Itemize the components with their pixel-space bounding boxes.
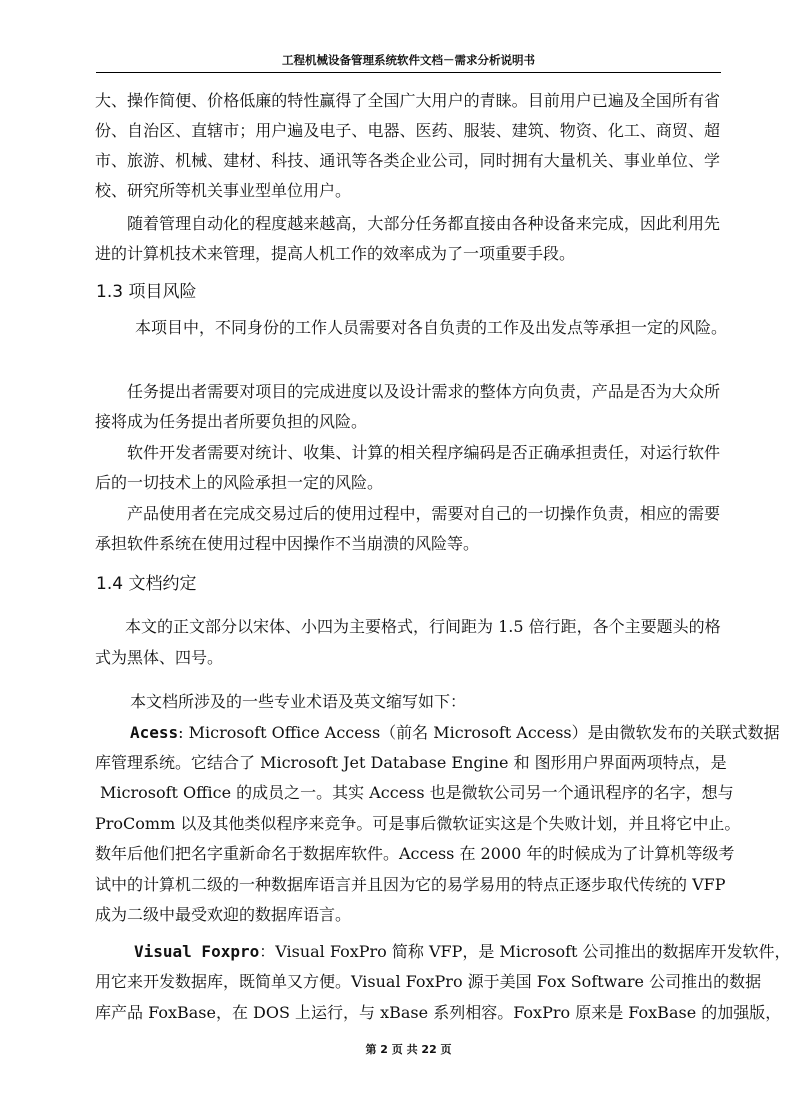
body-line: 用它来开发数据库，既简单又方便。Visual FoxPro 源于美国 Fox Software 公司推出的数据 bbox=[95, 972, 762, 991]
body-line: 承担软件系统在使用过程中因操作不当崩溃的风险等。 bbox=[95, 534, 480, 553]
term-line-access bbox=[130, 722, 780, 744]
body-line: 大、操作简便、价格低廉的特性赢得了全国广大用户的青睐。目前用户已遍及全国所有省 bbox=[95, 91, 720, 110]
body-line: 试中的计算机二级的一种数据库语言并且因为它的易学易用的特点正逐步取代传统的 VFP bbox=[95, 875, 726, 894]
section-heading-1-3: 1.3 项目风险 bbox=[96, 282, 197, 302]
body-line: 库管理系统。它结合了 Microsoft Jet Database Engine 和 图形用户界面两项特点，是 bbox=[95, 753, 727, 772]
body-line: 任务提出者需要对项目的完成进度以及设计需求的整体方向负责，产品是否为大众所 bbox=[127, 382, 720, 401]
body-line: 进的计算机技术来管理，提高人机工作的效率成为了一项重要手段。 bbox=[95, 244, 576, 263]
body-line: 后的一切技术上的风险承担一定的风险。 bbox=[95, 473, 384, 492]
body-line: ProComm 以及其他类似程序来竞争。可是事后微软证实这是个失败计划，并且将它中止。 bbox=[95, 814, 741, 833]
body-line: 成为二级中最受欢迎的数据库语言。 bbox=[95, 905, 352, 924]
term-line-vfp bbox=[134, 941, 791, 963]
page-header: 工程机械设备管理系统软件文档－需求分析说明书 bbox=[282, 53, 535, 67]
body-line: 本文的正文部分以宋体、小四为主要格式，行间距为 1.5 倍行距，各个主要题头的格 bbox=[125, 617, 721, 636]
body-line: 产品使用者在完成交易过后的使用过程中，需要对自己的一切操作负责，相应的需要 bbox=[127, 504, 720, 523]
body-line: 校、研究所等机关事业型单位用户。 bbox=[95, 181, 352, 200]
body-line: 数年后他们把名字重新命名于数据库软件。Access 在 2000 年的时候成为了计算机等级考 bbox=[95, 844, 735, 863]
term-vfp: Visual Foxpro bbox=[134, 942, 260, 961]
body-line: 市、旅游、机械、建材、科技、通讯等各类企业公司，同时拥有大量机关、事业单位、学 bbox=[95, 151, 720, 170]
page-footer: 第 2 页 共 22 页 bbox=[365, 1043, 452, 1056]
term-access: Acess bbox=[130, 723, 179, 742]
body-line: 库产品 FoxBase，在 DOS 上运行，与 xBase 系列相容。FoxPro 原来是 FoxBase 的加强版， bbox=[95, 1003, 782, 1022]
term-vfp-definition: ：Visual FoxPro 简称 VFP，是 Microsoft 公司推出的数据库开发软件， bbox=[259, 942, 791, 961]
body-line: 份、自治区、直辖市；用户遍及电子、电器、医药、服装、建筑、物资、化工、商贸、超 bbox=[95, 121, 720, 140]
body-line: Microsoft Office 的成员之一。其实 Access 也是微软公司另一个通讯程序的名字，想与 bbox=[100, 783, 734, 802]
section-heading-1-4: 1.4 文档约定 bbox=[96, 574, 197, 594]
body-line: 本文档所涉及的一些专业术语及英文缩写如下： bbox=[130, 692, 467, 711]
body-line: 随着管理自动化的程度越来越高，大部分任务都直接由各种设备来完成，因此利用先 bbox=[127, 214, 720, 233]
body-line: 式为黑体、四号。 bbox=[95, 648, 224, 667]
header-divider bbox=[96, 72, 721, 73]
body-line: 软件开发者需要对统计、收集、计算的相关程序编码是否正确承担责任，对运行软件 bbox=[127, 443, 720, 462]
term-access-definition: : Microsoft Office Access（前名 Microsoft Access）是由微软发布的关联式数据 bbox=[178, 723, 780, 742]
body-line: 接将成为任务提出者所要负担的风险。 bbox=[95, 412, 368, 431]
body-line: 本项目中，不同身份的工作人员需要对各自负责的工作及出发点等承担一定的风险。 bbox=[135, 318, 728, 337]
